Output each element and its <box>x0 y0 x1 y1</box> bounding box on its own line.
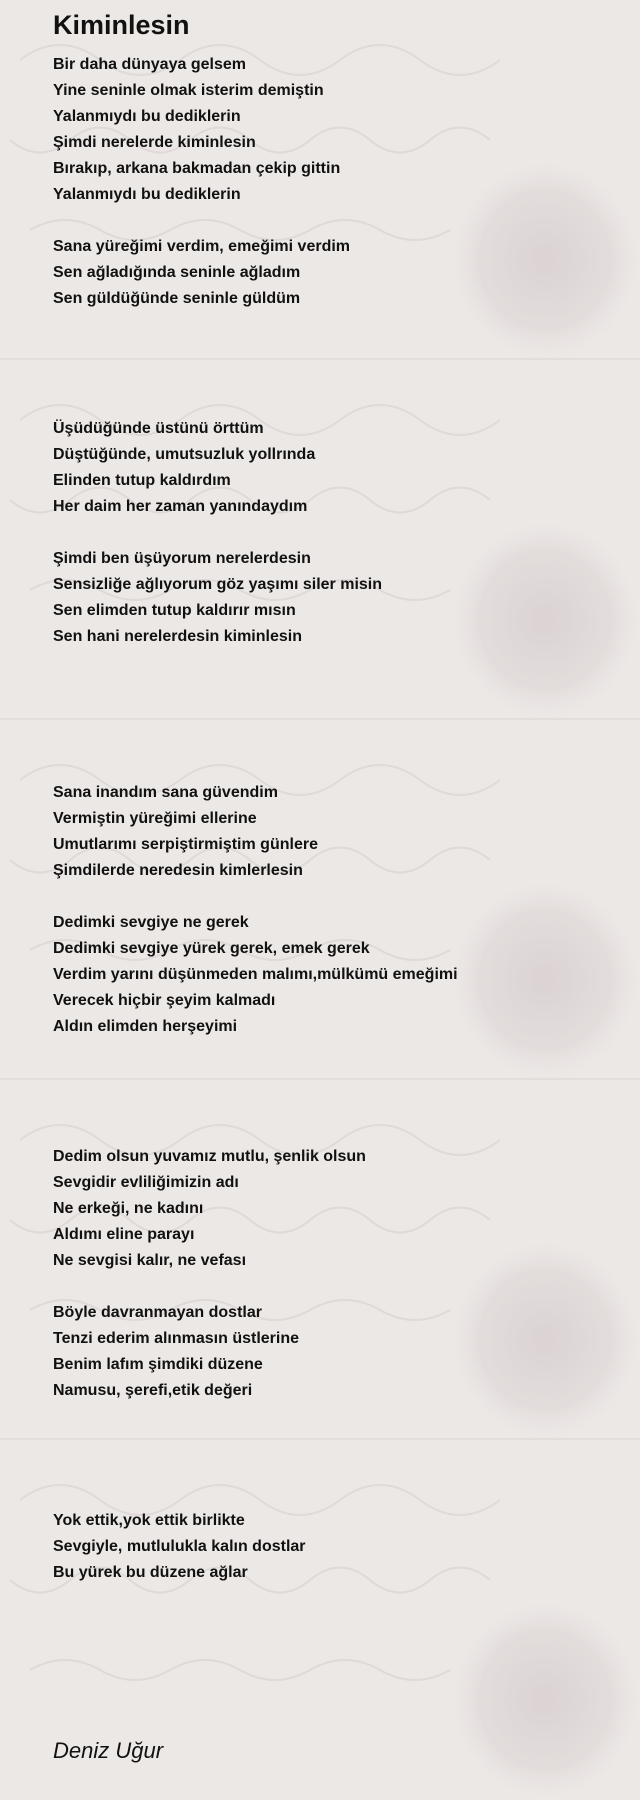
poem-line: Böyle davranmayan dostlar <box>53 1304 262 1321</box>
poem-line: Ne erkeği, ne kadını <box>53 1200 204 1217</box>
stanza-3 <box>53 416 613 520</box>
poem-line: Sen elimden tutup kaldırır mısın <box>53 602 296 619</box>
poem-line: Aldın elimden herşeyimi <box>53 1018 238 1035</box>
poem-line: Şimdi ben üşüyorum nerelerdesin <box>53 550 311 567</box>
stanza-9 <box>53 1508 613 1586</box>
poem-line: Sensizliğe ağlıyorum göz yaşımı siler misin <box>53 576 382 593</box>
poem-line: Dedimki sevgiye yürek gerek, emek gerek <box>53 940 370 957</box>
poem-line: Sen hani nerelerdesin kiminlesin <box>53 628 302 645</box>
stanza-1 <box>53 52 613 208</box>
poem-line: Sen ağladığında seninle ağladım <box>53 264 301 281</box>
poem-line: Sana inandım sana güvendim <box>53 784 278 801</box>
poem-line: Bırakıp, arkana bakmadan çekip gittin <box>53 160 341 177</box>
poem-line: Yalanmıydı bu dediklerin <box>53 186 241 203</box>
poem-line: Benim lafım şimdiki düzene <box>53 1356 263 1373</box>
poem-line: Vermiştin yüreğimi ellerine <box>53 810 257 827</box>
poem-title: Kiminlesin <box>53 10 190 40</box>
poem-line: Şimdilerde neredesin kimlerlesin <box>53 862 303 879</box>
stanza-8 <box>53 1300 613 1404</box>
poem-line: Yok ettik,yok ettik birlikte <box>53 1512 245 1529</box>
poem-line: Sevgidir evliliğimizin adı <box>53 1174 239 1191</box>
poem-line: Umutlarımı serpiştirmiştim günlere <box>53 836 318 853</box>
poem-line: Ne sevgisi kalır, ne vefası <box>53 1252 247 1269</box>
poem-line: Şimdi nerelerde kiminlesin <box>53 134 256 151</box>
poem-line: Sen güldüğünde seninle güldüm <box>53 290 301 307</box>
poem-line: Verecek hiçbir şeyim kalmadı <box>53 992 276 1009</box>
stanza-7 <box>53 1144 613 1274</box>
poem-line: Verdim yarını düşünmeden malımı,mülkümü emeğimi <box>53 966 458 983</box>
poem-line: Sevgiyle, mutlulukla kalın dostlar <box>53 1538 306 1555</box>
poem-line: Sana yüreğimi verdim, emeğimi verdim <box>53 238 351 255</box>
stanza-6 <box>53 910 613 1040</box>
poem-line: Düştüğünde, umutsuzluk yollrında <box>53 446 316 463</box>
poem-line: Yalanmıydı bu dediklerin <box>53 108 241 125</box>
poem-line: Namusu, şerefi,etik değeri <box>53 1382 253 1399</box>
stanza-4 <box>53 546 613 650</box>
poem-line: Yine seninle olmak isterim demiştin <box>53 82 324 99</box>
stanza-5 <box>53 780 613 884</box>
poem-line: Bir daha dünyaya gelsem <box>53 56 246 73</box>
poem-line: Aldımı eline parayı <box>53 1226 195 1243</box>
author-signature: Deniz Uğur <box>53 1738 164 1763</box>
stanza-2 <box>53 234 613 312</box>
poem-line: Elinden tutup kaldırdım <box>53 472 231 489</box>
poem-line: Bu yürek bu düzene ağlar <box>53 1564 248 1581</box>
poem-line: Dedim olsun yuvamız mutlu, şenlik olsun <box>53 1148 366 1165</box>
poem-line: Dedimki sevgiye ne gerek <box>53 914 249 931</box>
poem-line: Tenzi ederim alınmasın üstlerine <box>53 1330 299 1347</box>
poem-line: Her daim her zaman yanındaydım <box>53 498 308 515</box>
poem-line: Üşüdüğünde üstünü örttüm <box>53 420 264 437</box>
poem-body <box>53 52 613 1586</box>
